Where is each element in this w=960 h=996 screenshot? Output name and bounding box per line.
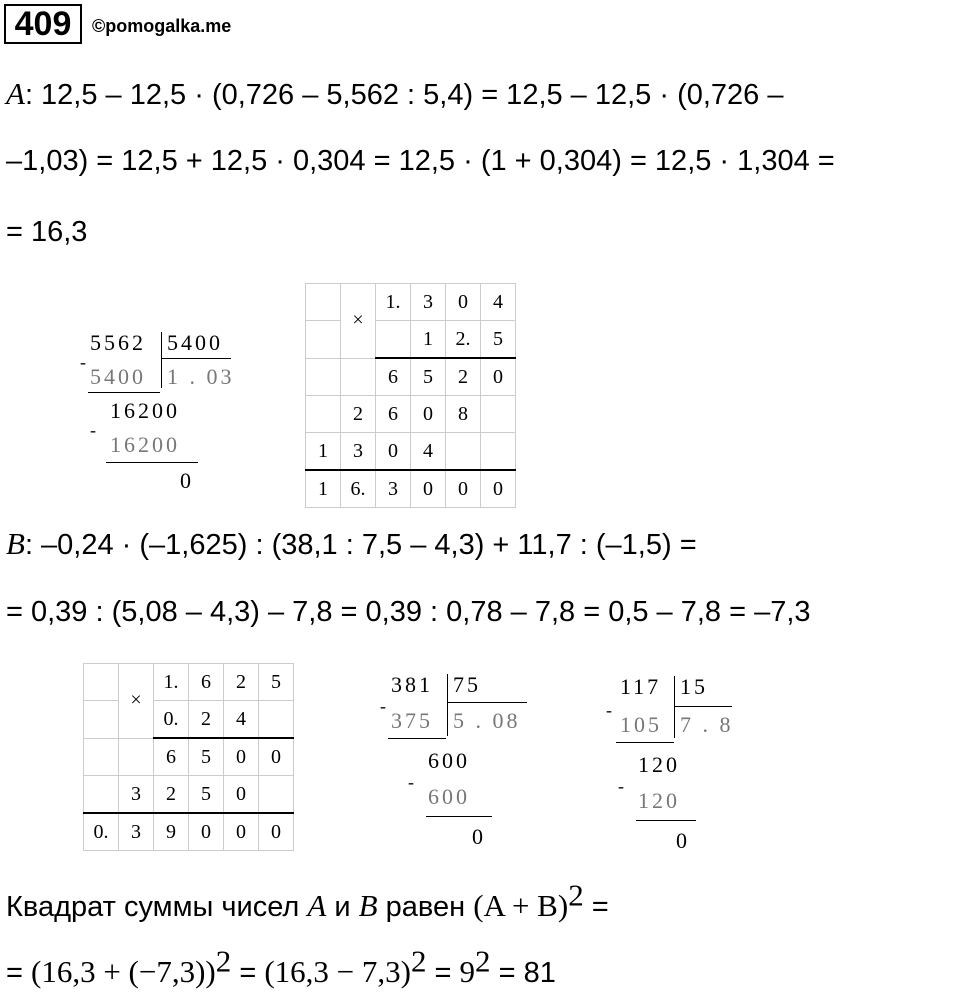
cell — [84, 738, 119, 776]
conclusion-line1 — [6, 877, 609, 924]
div-a-rem1: 16200 — [110, 398, 180, 423]
problem-number: 409 — [4, 4, 82, 44]
cell: 0 — [376, 433, 411, 471]
div-a-minus1: - — [80, 352, 89, 372]
cell: 6 — [154, 738, 189, 776]
div-b1-divisor: 75 — [453, 672, 481, 697]
cell: 1. — [376, 284, 411, 321]
div-a-rem2: 0 — [180, 468, 194, 493]
div-b1-minus1: - — [380, 696, 389, 716]
solution-a-line1 — [6, 76, 784, 112]
div-a-quotient: 1 . 03 — [167, 364, 235, 389]
conclusion-line2 — [6, 943, 556, 990]
a-line1-text: : 12,5 – 12,5 · (0,726 – 5,562 : 5,4) = 12,5 – 12,5 · (0,726 – — [24, 79, 784, 111]
cell: 4 — [224, 701, 259, 739]
conclusion-exp: 2 — [568, 877, 584, 913]
cell — [341, 358, 376, 396]
div-b2-quotient: 7 . 8 — [680, 712, 734, 737]
line2-exp2: 2 — [410, 943, 427, 979]
line2-exp3: 2 — [475, 943, 491, 979]
times-sign: × — [341, 284, 376, 359]
cell — [84, 701, 119, 739]
cell: 6 — [189, 664, 224, 701]
div-b2-sub1: 105 — [620, 712, 662, 737]
cell: 6 — [376, 358, 411, 396]
cell — [376, 321, 411, 359]
line2-expr1: (16,3 + (−7,3)) — [31, 954, 216, 989]
line2-eq: = — [426, 957, 460, 989]
line2-part1: = — [6, 957, 31, 989]
cell: 0 — [446, 470, 481, 508]
div-a-minus2: - — [90, 420, 99, 440]
conclusion-eq: = — [583, 891, 609, 923]
div-b2-rem1: 120 — [638, 752, 680, 777]
cell: 0 — [446, 284, 481, 321]
cell: 3 — [119, 813, 154, 851]
cell: 1. — [154, 664, 189, 701]
cell: 0 — [189, 813, 224, 851]
cell: 0 — [259, 813, 294, 851]
times-sign: × — [119, 664, 154, 739]
solution-a-line3: = 16,3 — [6, 216, 88, 248]
b-line1-text: : –0,24 · (–1,625) : (38,1 : 7,5 – 4,3) + 11,7 : (–1,5) = — [24, 529, 697, 561]
line2-expr2: (16,3 − 7,3) — [264, 954, 411, 989]
cell: 5 — [189, 776, 224, 814]
cell — [306, 358, 341, 396]
cell: 9 — [154, 813, 189, 851]
cell — [259, 776, 294, 814]
conclusion-expr: (A + B) — [473, 888, 569, 923]
div-b1-sub2: 600 — [428, 784, 470, 809]
cell: 1 — [306, 470, 341, 508]
cell: 2 — [224, 664, 259, 701]
cell — [84, 664, 119, 701]
div-a-sub2: 16200 — [110, 432, 180, 457]
cell: 2 — [154, 776, 189, 814]
cell: 0. — [84, 813, 119, 851]
cell: 8 — [446, 396, 481, 433]
cell: 0 — [411, 396, 446, 433]
div-b2-minus1: - — [606, 700, 615, 720]
conclusion-text2: равен — [377, 891, 474, 923]
div-b2-rem2: 0 — [676, 828, 690, 853]
cell: 5 — [411, 358, 446, 396]
cell: 3 — [119, 776, 154, 814]
solution-b-line1 — [6, 526, 697, 562]
cell — [84, 776, 119, 814]
cell: 2 — [446, 358, 481, 396]
label-b: B — [6, 526, 25, 561]
cell: 0 — [481, 358, 516, 396]
conclusion-text1: Квадрат суммы чисел — [6, 891, 308, 923]
cell: 0 — [224, 738, 259, 776]
cell: 4 — [481, 284, 516, 321]
cell — [306, 396, 341, 433]
cell: 5 — [189, 738, 224, 776]
line2-exp1: 2 — [215, 943, 232, 979]
div-b2-minus2: - — [618, 776, 627, 796]
cell: 2 — [189, 701, 224, 739]
div-b1-rem2: 0 — [472, 824, 486, 849]
cell: 2 — [341, 396, 376, 433]
label-a: A — [6, 76, 25, 111]
div-b2-dividend: 117 — [620, 674, 662, 699]
div-b1-quotient: 5 . 08 — [453, 708, 521, 733]
mult-a-grid — [305, 283, 516, 508]
cell: 3 — [411, 284, 446, 321]
cell: 6 — [376, 396, 411, 433]
cell: 0. — [154, 701, 189, 739]
div-b1-rem1: 600 — [428, 748, 470, 773]
cell: 6. — [341, 470, 376, 508]
div-b1-sub1: 375 — [391, 708, 433, 733]
conclusion-b: B — [358, 888, 378, 923]
cell — [306, 321, 341, 359]
div-a-divisor: 5400 — [167, 330, 223, 355]
cell: 0 — [224, 776, 259, 814]
cell: 0 — [411, 470, 446, 508]
cell: 2. — [446, 321, 481, 359]
line2-end: = 81 — [490, 957, 556, 989]
div-b1-minus2: - — [408, 772, 417, 792]
cell — [446, 433, 481, 471]
cell: 3 — [376, 470, 411, 508]
line2-nine: 9 — [459, 954, 476, 989]
cell: 0 — [224, 813, 259, 851]
div-a-sub1: 5400 — [90, 364, 146, 389]
cell: 5 — [481, 321, 516, 359]
cell — [259, 701, 294, 739]
cell: 5 — [259, 664, 294, 701]
cell — [481, 396, 516, 433]
cell: 1 — [411, 321, 446, 359]
mult-b-grid — [83, 663, 294, 851]
cell — [306, 284, 341, 321]
cell: 4 — [411, 433, 446, 471]
cell — [481, 433, 516, 471]
cell: 3 — [341, 433, 376, 471]
div-b2-sub2: 120 — [638, 788, 680, 813]
conclusion-a: A — [307, 888, 327, 923]
cell — [119, 738, 154, 776]
conclusion-and: и — [326, 891, 359, 923]
cell: 0 — [259, 738, 294, 776]
div-b2-divisor: 15 — [680, 674, 708, 699]
cell: 1 — [306, 433, 341, 471]
site-watermark: ©pomogalka.me — [92, 16, 232, 36]
div-b1-dividend: 381 — [391, 672, 433, 697]
solution-b-line2: = 0,39 : (5,08 – 4,3) – 7,8 = 0,39 : 0,78 – 7,8 = 0,5 – 7,8 = –7,3 — [6, 596, 811, 628]
line2-mid: = — [231, 957, 265, 989]
cell: 0 — [481, 470, 516, 508]
solution-a-line2: –1,03) = 12,5 + 12,5 · 0,304 = 12,5 · (1 + 0,304) = 12,5 · 1,304 = — [6, 145, 835, 177]
div-a-dividend: 5562 — [90, 330, 146, 355]
